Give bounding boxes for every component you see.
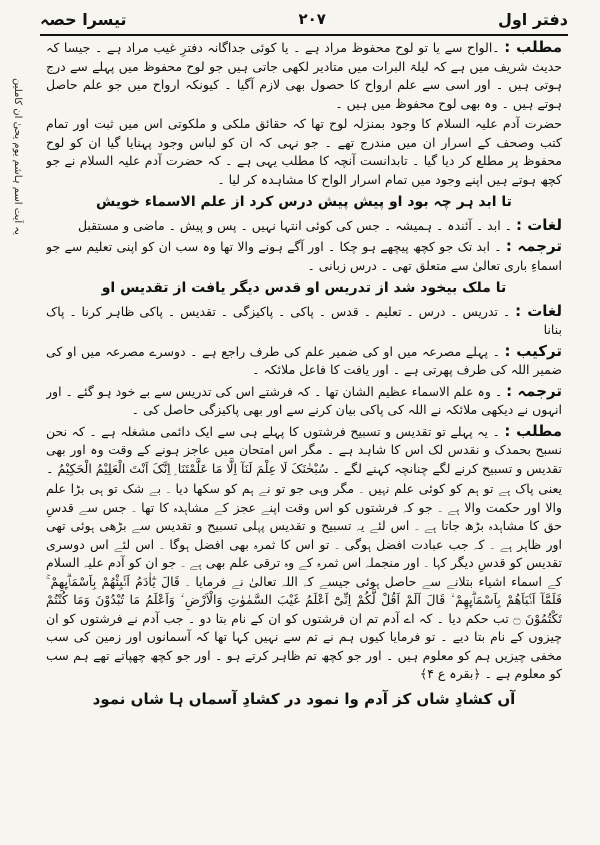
header-divider bbox=[40, 34, 568, 36]
paragraph-tarjuma-1 bbox=[46, 237, 562, 275]
paragraph-tarkeeb bbox=[46, 342, 562, 380]
persian-verse-2: تا ملک بیخود شد از تدریس او قدس دیگر یافت از تقدیس او bbox=[101, 280, 507, 296]
paragraph-text: یعنی پاک ہے تو ہم کو کوئی علم نہیں ۔ مگر وہی جو تو نے ہم کو سکھا دیا ۔ بے شک تو ہی بڑا علم والا اور حکمت والا ہے ۔ جو کہ فرشتوں کو اس وقت اپنے عجز کے مشاہدہ کا تھا ۔ جس سے قدسِ حق کا مشاہدہ بڑھ جاتا ہے ۔ اس لئے یہ تسبیح و تقدیس پہلی تسبیح و تقدیس سے بڑھی ہوئی تھی اور ظاہر ہے ۔ کہ جب عبادت افضل ہوگی ۔ تو اس کا ثمرہ بھی افضل ہوگا ۔ اس لئے اس دوسری تقدیس کو قدسِ دیگر کہا ۔ اور منجملہ اس ثمرہ کے وہ ترقی علم بھی ہے ۔ جو ان کو آدم علیہ السلام کے اسماء اشیاء بتلانے سے حاصل ہوئی جیسے کہ اللہ تعالیٰ نے فرمایا ۔ قَالَ یٰٓاٰدَمُ اَنْۢبِئْهُمْ بِاَسْمَاۗىِٕهِمْ ۚ فَلَمَّآ اَنْۢبَاَهُمْ بِاَسْمَاۗىِٕهِمْ ۙ قَالَ اَلَمْ اَقُلْ لَّكُمْ اِنِّىْٓ اَعْلَمُ غَيْبَ السَّمٰوٰتِ وَالْاَرْضِ ۙ وَاَعْلَمُ مَا تُبْدُوْنَ وَمَا كُنْتُمْ تَكْتُمُوْنَ ۝ تب حکم دیا ۔ کہ اے آدم تم ان فرشتوں کو ان کے نام بتا دو ۔ جب آدم نے فرشتوں کو ان چیزوں کے نام بتا دیے ۔ تو فرمایا کیوں ہم نے تم سے نہیں کہا تھا کہ آسمانوں اور زمین کی سب مخفی چیزیں ہم کو معلوم ہیں ۔ اور جو کچھ تم ظاہر کرتے ہو ۔ اور جو کچھ چھپاتے تھے ہم سب کو معلوم ہے ۔ ﴿بقرہ ع ۴﴾ bbox=[46, 481, 562, 681]
paragraph-text: حضرت آدم علیہ السلام کا وجود بمنزلہ لوح تھا کہ حقائق ملکی و ملکوتی اس میں ثبت اور تمام کتب وصحف کے اسرار ان میں مندرج تھے ۔ جو نہی کہ ان کو لباس وجود پہنایا گیا ان کو لوح محفوظ پر مطلع کر دیا گیا ۔ تابدانست آنچہ کا مطلب یہی ہے ۔ کہ حضرت آدم علیہ السلام نے جو کچھ ہوتے ہیں اپنے وجود میں تمام اسرار الواح کا مشاہدہ کر لیا ۔ bbox=[46, 116, 562, 187]
tarjuma-label: ترجمہ : bbox=[505, 237, 562, 255]
paragraph-text: ۔ تدریس ۔ درس ۔ تعلیم ۔ قدس ۔ پاکی ۔ پاکیزگی ۔ تقدیس ۔ پاکی ظاہر کرنا ۔ پاک بنانا bbox=[46, 303, 562, 337]
paragraph-lughat-1 bbox=[46, 216, 562, 236]
persian-verse-1: تا ابد ہر چہ بود او پیش پیش درس کرد از علم الاسماء خویش bbox=[96, 194, 512, 210]
paragraph-text: ۔ ابد تک جو کچھ پیچھے ہو چکا ۔ اور آگے ہونے والا تھا وہ سب ان کو اپنی تعلیم سے جو اسماءِ باری تعالیٰ سے متعلق تھی ۔ درس زبانی ۔ bbox=[46, 239, 562, 273]
paragraph-text: ۔ ابد ۔ آئندہ ۔ ہمیشہ ۔ جس کی کوئی انتہا نہیں ۔ پس و پیش ۔ ماضی و مستقبل bbox=[77, 217, 512, 233]
paragraph-matlab-1 bbox=[46, 38, 562, 113]
page-number: ۲۰۷ bbox=[298, 10, 326, 28]
tarkeeb-label: ترکیب : bbox=[504, 341, 562, 360]
paragraph-text: ۔ وہ علم الاسماء عظیم الشان تھا ۔ کہ فرشتے اس کی تدریس سے بے خود ہو گئے ۔ اور انہوں نے دیکھی ملائکہ نے اللہ کی پاکی بیان کرنے سے اور بھی پاکیزگی حاصل کی ۔ bbox=[46, 383, 562, 417]
header-left-title: تیسرا حصہ bbox=[40, 9, 127, 29]
paragraph-adam bbox=[46, 115, 562, 189]
lughat-label: لغات : bbox=[515, 215, 562, 234]
page-header bbox=[40, 6, 568, 32]
paragraph-text: ۔ پہلے مصرعہ میں او کی ضمیر علم کی طرف راجع ہے ۔ دوسرے مصرعہ میں او کی ضمیر اللہ کی طرف پھرتی ہے ۔ اور یافت کا فاعل ملائکہ ۔ bbox=[46, 343, 562, 377]
paragraph-matlab-2 bbox=[46, 422, 562, 479]
paragraph-text: ۔ یہ پہلے تو تقدیس و تسبیح فرشتوں کا پہلے ہی سے ایک دائمی مشغلہ ہے ۔ کہ نحن نسبح بحمدک و نقدس لک اس کا شاہد ہے ۔ مگر اس امتحان میں عاجز ہونے کے وقت وہ اور بھی تقدیس و تسبیح کرنے لگے چنانچہ کہنے لگے ۔ سُبْحٰنَکَ لَا عِلْمَ لَنَآ اِلَّا مَا عَلَّمْتَنَا ۭ اِنَّکَ اَنْتَ الْعَلِیْمُ الْحَکِیْمُ ۔ bbox=[46, 423, 562, 476]
lughat-label: لغات : bbox=[515, 301, 562, 320]
header-right-title: دفتر اول bbox=[497, 9, 568, 29]
matlab-label: مطلب : bbox=[504, 38, 562, 56]
margin-handwritten-note: یہ آیت اسم ہاشم یوم یحیٰ ان کاملین bbox=[12, 78, 23, 235]
paragraph-explanation bbox=[46, 480, 562, 684]
page-body bbox=[46, 38, 562, 828]
paragraph-lughat-2 bbox=[46, 302, 562, 340]
persian-verse-3: آں کشادِ شاں کز آدم وا نمود در کشادِ آسماں ہا شاں نمود bbox=[92, 689, 516, 708]
paragraph-text: ۔الواح سے یا تو لوح محفوظ مراد ہے ۔ یا کوئی جداگانہ دفترِ غیب مراد ہے ۔ جیسا کہ حدیث شریف میں ہے کہ لیلۃ البرات میں متادیر لکھی جاتی ہیں جو لوح محفوظ میں پہلے سے درج ہوتی ہیں ۔ اور اسی سے علم ارواح کا حصول بھی لازم آگیا ۔ کیونکہ ارواح میں جو علم حاصل ہوتے ہیں ۔ وہ بھی لوح محفوظ میں ہیں ۔ bbox=[46, 40, 562, 111]
matlab-label: مطلب : bbox=[504, 421, 562, 440]
tarjuma-label: ترجمہ : bbox=[506, 381, 562, 400]
paragraph-tarjuma-2 bbox=[46, 382, 562, 420]
